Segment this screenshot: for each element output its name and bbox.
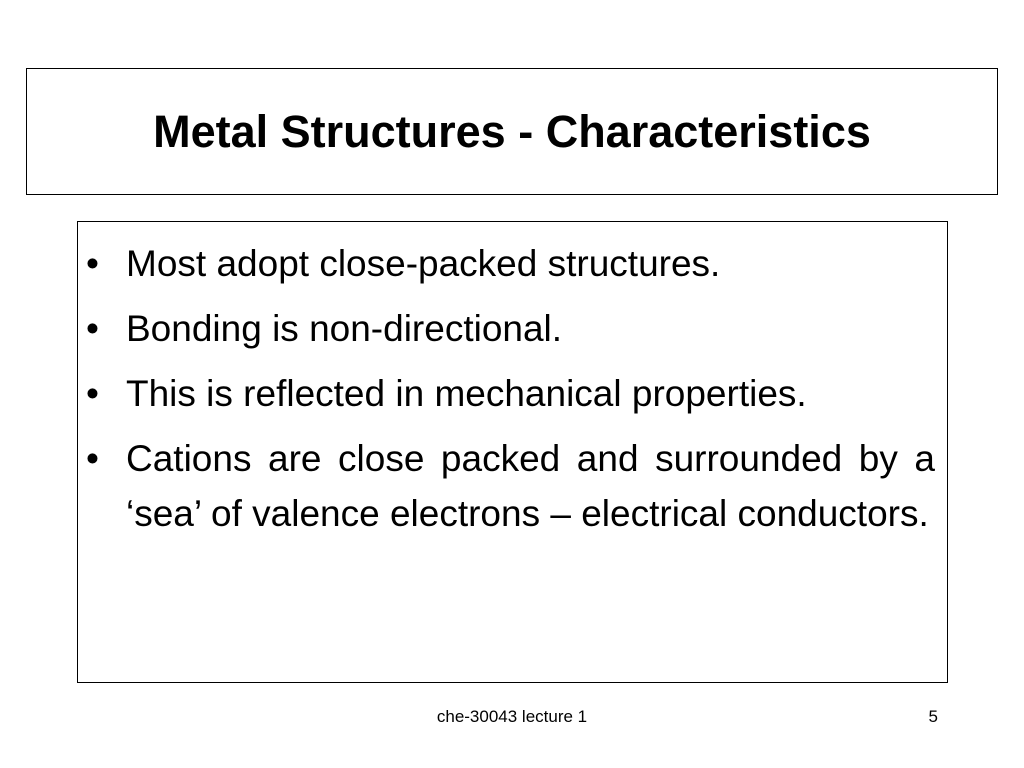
page-number: 5 <box>928 707 938 726</box>
slide-body-box <box>77 221 948 683</box>
footer-lecture-label: che-30043 lecture 1 <box>436 707 588 726</box>
bullet-text: Cations are close packed and surrounded by a ‘sea’ of valence electrons – electrical conductors. <box>126 438 935 534</box>
bullet-icon: • <box>86 308 99 349</box>
bullet-item <box>78 236 935 291</box>
slide-title: Metal Structures - Characteristics <box>153 106 871 157</box>
bullet-icon: • <box>86 243 99 284</box>
bullet-text: Most adopt close-packed structures. <box>126 243 721 284</box>
bullet-text: Bonding is non-directional. <box>126 308 563 349</box>
bullet-item <box>78 431 935 541</box>
bullet-list <box>78 236 935 541</box>
bullet-item <box>78 366 935 421</box>
bullet-icon: • <box>86 373 99 414</box>
bullet-item <box>78 301 935 356</box>
bullet-text: This is reflected in mechanical properties. <box>126 373 807 414</box>
slide-title-box <box>26 68 998 195</box>
bullet-icon: • <box>86 438 99 479</box>
